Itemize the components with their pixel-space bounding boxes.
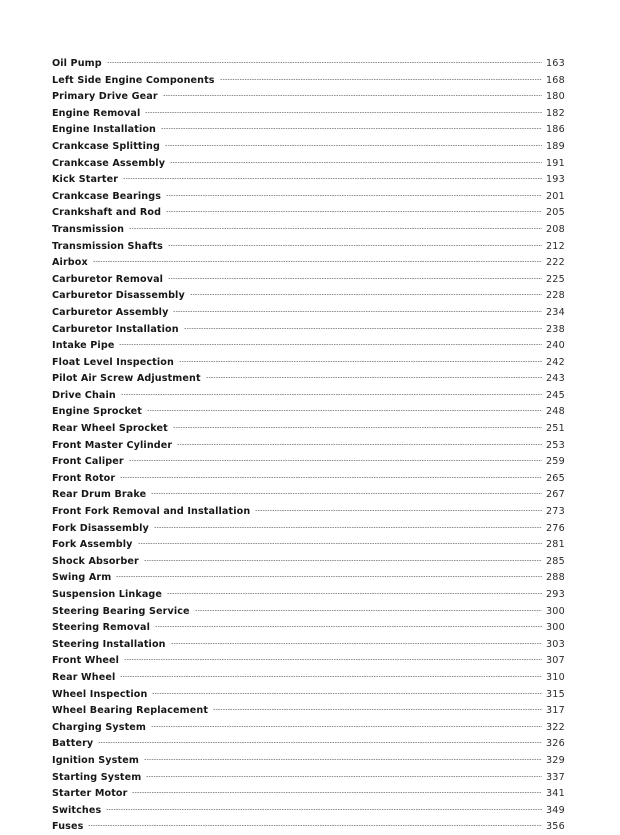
toc-entry-page-number: 273 xyxy=(546,506,565,518)
toc-entry-title: Swing Arm xyxy=(52,572,112,584)
toc-entry[interactable] xyxy=(52,271,580,288)
toc-entry-title: Oil Pump xyxy=(52,58,102,69)
toc-dot-leader xyxy=(129,221,542,232)
toc-dot-leader xyxy=(167,586,542,597)
toc-dot-leader xyxy=(195,603,542,614)
toc-dot-leader xyxy=(155,619,542,630)
toc-entry-page-number: 180 xyxy=(546,91,565,103)
toc-entry-title: Suspension Linkage xyxy=(52,589,163,600)
toc-dot-leader xyxy=(161,121,542,132)
toc-entry-title: Engine Sprocket xyxy=(52,406,143,418)
toc-entry-page-number: 267 xyxy=(546,489,565,501)
toc-entry[interactable] xyxy=(52,337,580,354)
toc-entry[interactable] xyxy=(52,470,580,487)
toc-entry-title: Fork Disassembly xyxy=(52,522,149,534)
toc-entry[interactable] xyxy=(52,354,580,371)
toc-entry-page-number: 315 xyxy=(546,688,565,700)
toc-dot-leader xyxy=(119,337,542,348)
toc-entry-title: Crankcase Bearings xyxy=(52,190,162,202)
toc-entry[interactable] xyxy=(52,735,580,752)
toc-entry-title: Left Side Engine Components xyxy=(52,74,215,86)
toc-entry-title: Front Caliper xyxy=(52,456,124,468)
toc-entry[interactable] xyxy=(52,254,580,271)
toc-entry-title: Transmission Shafts xyxy=(52,240,163,252)
toc-entry[interactable] xyxy=(52,287,580,304)
toc-entry-title: Wheel Inspection xyxy=(52,688,148,700)
toc-entry[interactable] xyxy=(52,520,580,537)
toc-entry-page-number: 238 xyxy=(546,323,565,335)
toc-entry-title: Transmission xyxy=(52,223,125,235)
toc-entry-page-number: 191 xyxy=(546,157,565,169)
toc-entry-title: Battery xyxy=(52,738,94,750)
toc-entry-page-number: 285 xyxy=(546,555,565,567)
toc-entry-title: Carburetor Assembly xyxy=(52,306,169,318)
toc-entry[interactable] xyxy=(52,403,580,420)
toc-entry[interactable] xyxy=(52,171,580,188)
toc-entry[interactable] xyxy=(52,486,580,503)
toc-entry-title: Steering Removal xyxy=(52,622,150,634)
toc-dot-leader xyxy=(173,304,542,315)
toc-entry-title: Front Fork Removal and Installation xyxy=(52,506,251,518)
toc-entry-title: Airbox xyxy=(52,257,88,269)
toc-entry[interactable] xyxy=(52,88,580,105)
toc-entry-page-number: 317 xyxy=(546,705,565,717)
toc-dot-leader xyxy=(93,254,542,265)
toc-entry-title: Fuses xyxy=(52,821,84,833)
toc-dot-leader xyxy=(120,470,542,481)
toc-entry-title: Carburetor Removal xyxy=(52,273,164,285)
toc-entry-title: Engine Removal xyxy=(52,107,141,119)
toc-entry-page-number: 189 xyxy=(546,140,565,152)
toc-entry-page-number: 163 xyxy=(546,58,565,69)
toc-dot-leader xyxy=(152,686,542,697)
toc-entry-page-number: 225 xyxy=(546,273,565,285)
toc-entry[interactable] xyxy=(52,636,580,653)
toc-entry-page-number: 186 xyxy=(546,124,565,136)
toc-dot-leader xyxy=(177,437,542,448)
toc-entry[interactable] xyxy=(52,719,580,736)
toc-entry-page-number: 193 xyxy=(546,174,565,186)
toc-entry-title: Crankcase Splitting xyxy=(52,140,160,152)
toc-entry[interactable] xyxy=(52,238,580,255)
toc-dot-leader xyxy=(206,370,542,381)
toc-entry[interactable] xyxy=(52,437,580,454)
toc-dot-leader xyxy=(165,138,542,149)
toc-entry-title: Engine Installation xyxy=(52,124,157,136)
toc-dot-leader xyxy=(168,271,542,282)
toc-entry-page-number: 303 xyxy=(546,638,565,650)
toc-entry[interactable] xyxy=(52,619,580,636)
toc-entry-page-number: 293 xyxy=(546,589,565,600)
toc-entry-page-number: 228 xyxy=(546,290,565,302)
toc-dot-leader xyxy=(213,702,542,713)
toc-entry[interactable] xyxy=(52,669,580,686)
toc-dot-leader xyxy=(163,88,542,99)
toc-entry-page-number: 208 xyxy=(546,223,565,235)
toc-entry-page-number: 253 xyxy=(546,439,565,451)
toc-entry-title: Fork Assembly xyxy=(52,539,133,551)
toc-entry[interactable] xyxy=(52,702,580,719)
toc-entry-page-number: 341 xyxy=(546,788,565,800)
toc-entry[interactable] xyxy=(52,752,580,769)
toc-entry-page-number: 168 xyxy=(546,74,565,86)
toc-entry[interactable] xyxy=(52,818,580,835)
toc-entry-page-number: 300 xyxy=(546,605,565,617)
toc-entry-title: Float Level Inspection xyxy=(52,356,174,368)
toc-entry-title: Ignition System xyxy=(52,754,139,766)
toc-entry-page-number: 329 xyxy=(546,754,565,766)
toc-dot-leader xyxy=(151,486,542,497)
toc-entry[interactable] xyxy=(52,138,580,155)
toc-entry[interactable] xyxy=(52,652,580,669)
toc-entry-title: Intake Pipe xyxy=(52,340,115,352)
toc-entry-title: Wheel Bearing Replacement xyxy=(52,705,209,717)
toc-entry-page-number: 234 xyxy=(546,306,565,318)
toc-entry[interactable] xyxy=(52,586,580,603)
toc-entry-title: Drive Chain xyxy=(52,389,116,401)
toc-entry-title: Front Rotor xyxy=(52,472,116,484)
toc-entry[interactable] xyxy=(52,453,580,470)
toc-entry-page-number: 276 xyxy=(546,522,565,534)
toc-dot-leader xyxy=(107,55,542,66)
toc-entry-page-number: 300 xyxy=(546,622,565,634)
toc-dot-leader xyxy=(154,520,542,531)
toc-entry[interactable] xyxy=(52,387,580,404)
toc-entry-title: Starter Motor xyxy=(52,788,128,800)
toc-dot-leader xyxy=(88,818,542,829)
toc-entry[interactable] xyxy=(52,304,580,321)
toc-entry[interactable] xyxy=(52,769,580,786)
toc-dot-leader xyxy=(116,569,542,580)
toc-entry-page-number: 182 xyxy=(546,107,565,119)
toc-entry-title: Steering Bearing Service xyxy=(52,605,190,617)
toc-entry-page-number: 310 xyxy=(546,671,565,683)
toc-entry[interactable] xyxy=(52,686,580,703)
toc-entry-title: Kick Starter xyxy=(52,174,119,186)
toc-dot-leader xyxy=(120,669,542,680)
toc-dot-leader xyxy=(166,204,542,215)
toc-entry-page-number: 205 xyxy=(546,207,565,219)
toc-entry[interactable] xyxy=(52,802,580,819)
toc-dot-leader xyxy=(168,238,542,249)
toc-dot-leader xyxy=(106,802,542,813)
toc-entry-title: Primary Drive Gear xyxy=(52,91,158,103)
toc-entry-title: Rear Drum Brake xyxy=(52,489,147,501)
toc-dot-leader xyxy=(144,553,542,564)
toc-entry-page-number: 288 xyxy=(546,572,565,584)
toc-dot-leader xyxy=(173,420,542,431)
toc-dot-leader xyxy=(138,536,542,547)
toc-entry-page-number: 201 xyxy=(546,190,565,202)
toc-entry-page-number: 281 xyxy=(546,539,565,551)
toc-entry[interactable] xyxy=(52,221,580,238)
toc-dot-leader xyxy=(179,354,542,365)
toc-entry-title: Switches xyxy=(52,804,102,816)
toc-dot-leader xyxy=(129,453,542,464)
toc-dot-leader xyxy=(147,403,542,414)
toc-entry-page-number: 251 xyxy=(546,423,565,435)
toc-entry-title: Carburetor Installation xyxy=(52,323,179,335)
toc-entry[interactable] xyxy=(52,321,580,338)
toc-dot-leader xyxy=(190,287,542,298)
toc-entry-title: Front Master Cylinder xyxy=(52,439,173,451)
toc-entry[interactable] xyxy=(52,72,580,89)
toc-dot-leader xyxy=(184,321,542,332)
toc-entry-page-number: 356 xyxy=(546,821,565,833)
toc-dot-leader xyxy=(151,719,542,730)
toc-entry-page-number: 337 xyxy=(546,771,565,783)
toc-entry[interactable] xyxy=(52,105,580,122)
toc-entry-page-number: 349 xyxy=(546,804,565,816)
toc-entry[interactable] xyxy=(52,603,580,620)
toc-entry-page-number: 265 xyxy=(546,472,565,484)
toc-entry-title: Crankcase Assembly xyxy=(52,157,166,169)
toc-entry-page-number: 245 xyxy=(546,389,565,401)
toc-dot-leader xyxy=(132,785,542,796)
toc-dot-leader xyxy=(170,155,542,166)
toc-dot-leader xyxy=(98,735,542,746)
toc-dot-leader xyxy=(124,652,542,663)
toc-entry-title: Shock Absorber xyxy=(52,555,139,567)
toc-dot-leader xyxy=(220,72,542,83)
toc-entry[interactable] xyxy=(52,188,580,205)
toc-entry-page-number: 242 xyxy=(546,356,565,368)
toc-entry-title: Rear Wheel Sprocket xyxy=(52,423,168,435)
toc-dot-leader xyxy=(146,769,542,780)
toc-dot-leader xyxy=(171,636,542,647)
toc-entry-title: Carburetor Disassembly xyxy=(52,290,185,302)
toc-entry-page-number: 326 xyxy=(546,738,565,750)
toc-entry-page-number: 322 xyxy=(546,721,565,733)
toc-entry[interactable] xyxy=(52,121,580,138)
toc-entry[interactable] xyxy=(52,785,580,802)
toc-entry-title: Rear Wheel xyxy=(52,671,116,683)
toc-dot-leader xyxy=(121,387,542,398)
toc-entry-page-number: 212 xyxy=(546,240,565,252)
toc-dot-leader xyxy=(255,503,542,514)
toc-entry[interactable] xyxy=(52,553,580,570)
toc-entry-page-number: 222 xyxy=(546,257,565,269)
toc-entry[interactable] xyxy=(52,420,580,437)
toc-entry[interactable] xyxy=(52,536,580,553)
toc-entry[interactable] xyxy=(52,370,580,387)
toc-dot-leader xyxy=(145,105,542,116)
toc-entry[interactable] xyxy=(52,204,580,221)
toc-entry-page-number: 259 xyxy=(546,456,565,468)
table-of-contents-list xyxy=(52,55,580,835)
toc-entry-title: Starting System xyxy=(52,771,142,783)
toc-entry[interactable] xyxy=(52,569,580,586)
toc-dot-leader xyxy=(144,752,542,763)
toc-entry-title: Pilot Air Screw Adjustment xyxy=(52,373,201,385)
toc-entry-title: Front Wheel xyxy=(52,655,120,667)
toc-entry[interactable] xyxy=(52,155,580,172)
toc-entry-title: Steering Installation xyxy=(52,638,166,650)
toc-entry-page-number: 243 xyxy=(546,373,565,385)
toc-entry[interactable] xyxy=(52,55,580,72)
toc-entry-page-number: 248 xyxy=(546,406,565,418)
toc-entry-page-number: 307 xyxy=(546,655,565,667)
toc-entry-title: Charging System xyxy=(52,721,147,733)
toc-entry-page-number: 240 xyxy=(546,340,565,352)
toc-dot-leader xyxy=(123,171,542,182)
toc-entry[interactable] xyxy=(52,503,580,520)
toc-entry-title: Crankshaft and Rod xyxy=(52,207,162,219)
toc-dot-leader xyxy=(166,188,542,199)
